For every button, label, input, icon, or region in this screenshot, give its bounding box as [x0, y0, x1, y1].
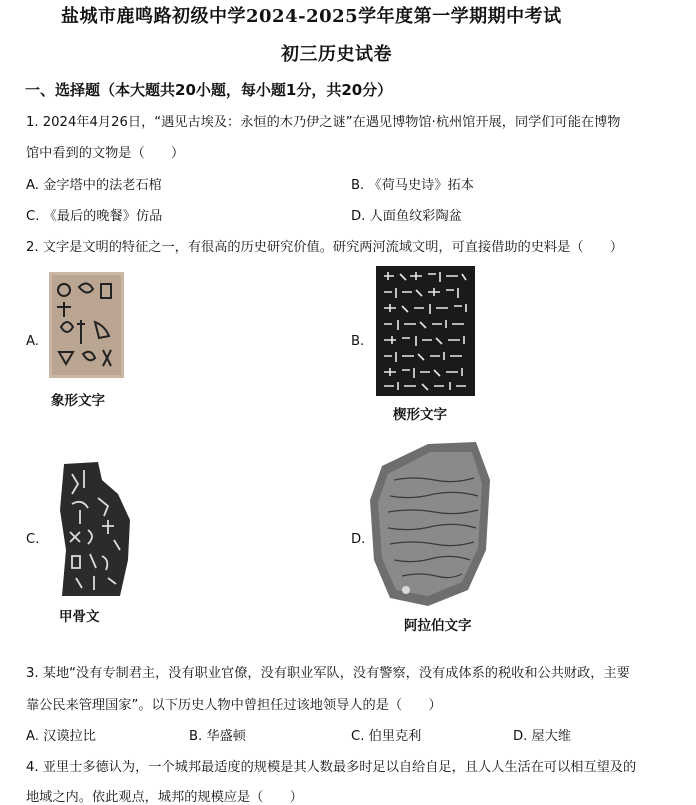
- q2-caption-c: 甲骨文: [59, 609, 100, 625]
- q1-option-d: D. 人面鱼纹彩陶盆: [351, 209, 462, 224]
- q2-option-a-label: A.: [26, 334, 39, 349]
- q2-caption-a: 象形文字: [51, 393, 105, 409]
- exam-title: 盐城市鹿鸣路初级中学2024-2025学年度第一学期期中考试: [61, 6, 562, 27]
- q2-option-b-label: B.: [351, 334, 365, 349]
- q4-stem-line2: 地域之内。依此观点，城邦的规模应是（ ）: [26, 790, 303, 805]
- q1-option-a: A. 金字塔中的法老石棺: [26, 178, 162, 193]
- q3-stem-line2: 靠公民来管理国家”。以下历史人物中曾担任过该地领导人的是（ ）: [26, 698, 442, 713]
- q1-stem-line1: 1. 2024年4月26日，“遇见古埃及：永恒的木乃伊之谜”在遇见博物馆·杭州馆开展，同学们可能在博物: [26, 115, 621, 130]
- oracle-bone-image: [58, 460, 134, 598]
- q3-option-b: B. 华盛顿: [189, 729, 246, 744]
- arabic-inscription-image: [368, 440, 494, 608]
- q2-caption-b: 楔形文字: [393, 407, 447, 423]
- q1-option-c: C. 《最后的晚餐》仿品: [26, 209, 163, 224]
- q2-option-c-label: C.: [26, 532, 40, 547]
- q1-stem-line2: 馆中看到的文物是（ ）: [26, 146, 185, 161]
- q2-option-d-label: D.: [351, 532, 366, 547]
- q3-option-d: D. 屋大维: [513, 729, 572, 744]
- q4-stem-line1: 4. 亚里士多德认为，一个城邦最适度的规模是其人数最多时足以自给自足，且人人生活在可以相互望及的: [26, 760, 637, 775]
- q3-stem-line1: 3. 某地“没有专制君主，没有职业官僚，没有职业军队，没有警察，没有成体系的税收和公共财政，主要: [26, 666, 630, 681]
- q2-caption-d: 阿拉伯文字: [404, 618, 472, 634]
- q3-option-a: A. 汉谟拉比: [26, 729, 96, 744]
- q3-option-c: C. 伯里克利: [351, 729, 422, 744]
- section-heading: 一、选择题（本大题共20小题，每小题1分，共20分）: [25, 81, 393, 99]
- hieroglyph-image: [49, 272, 124, 378]
- cuneiform-image: [376, 266, 475, 396]
- q2-stem: 2. 文字是文明的特征之一，有很高的历史研究价值。研究两河流域文明，可直接借助的史料是（ ）: [26, 240, 624, 255]
- exam-subtitle: 初三历史试卷: [281, 44, 392, 65]
- q1-option-b: B. 《荷马史诗》拓本: [351, 178, 474, 193]
